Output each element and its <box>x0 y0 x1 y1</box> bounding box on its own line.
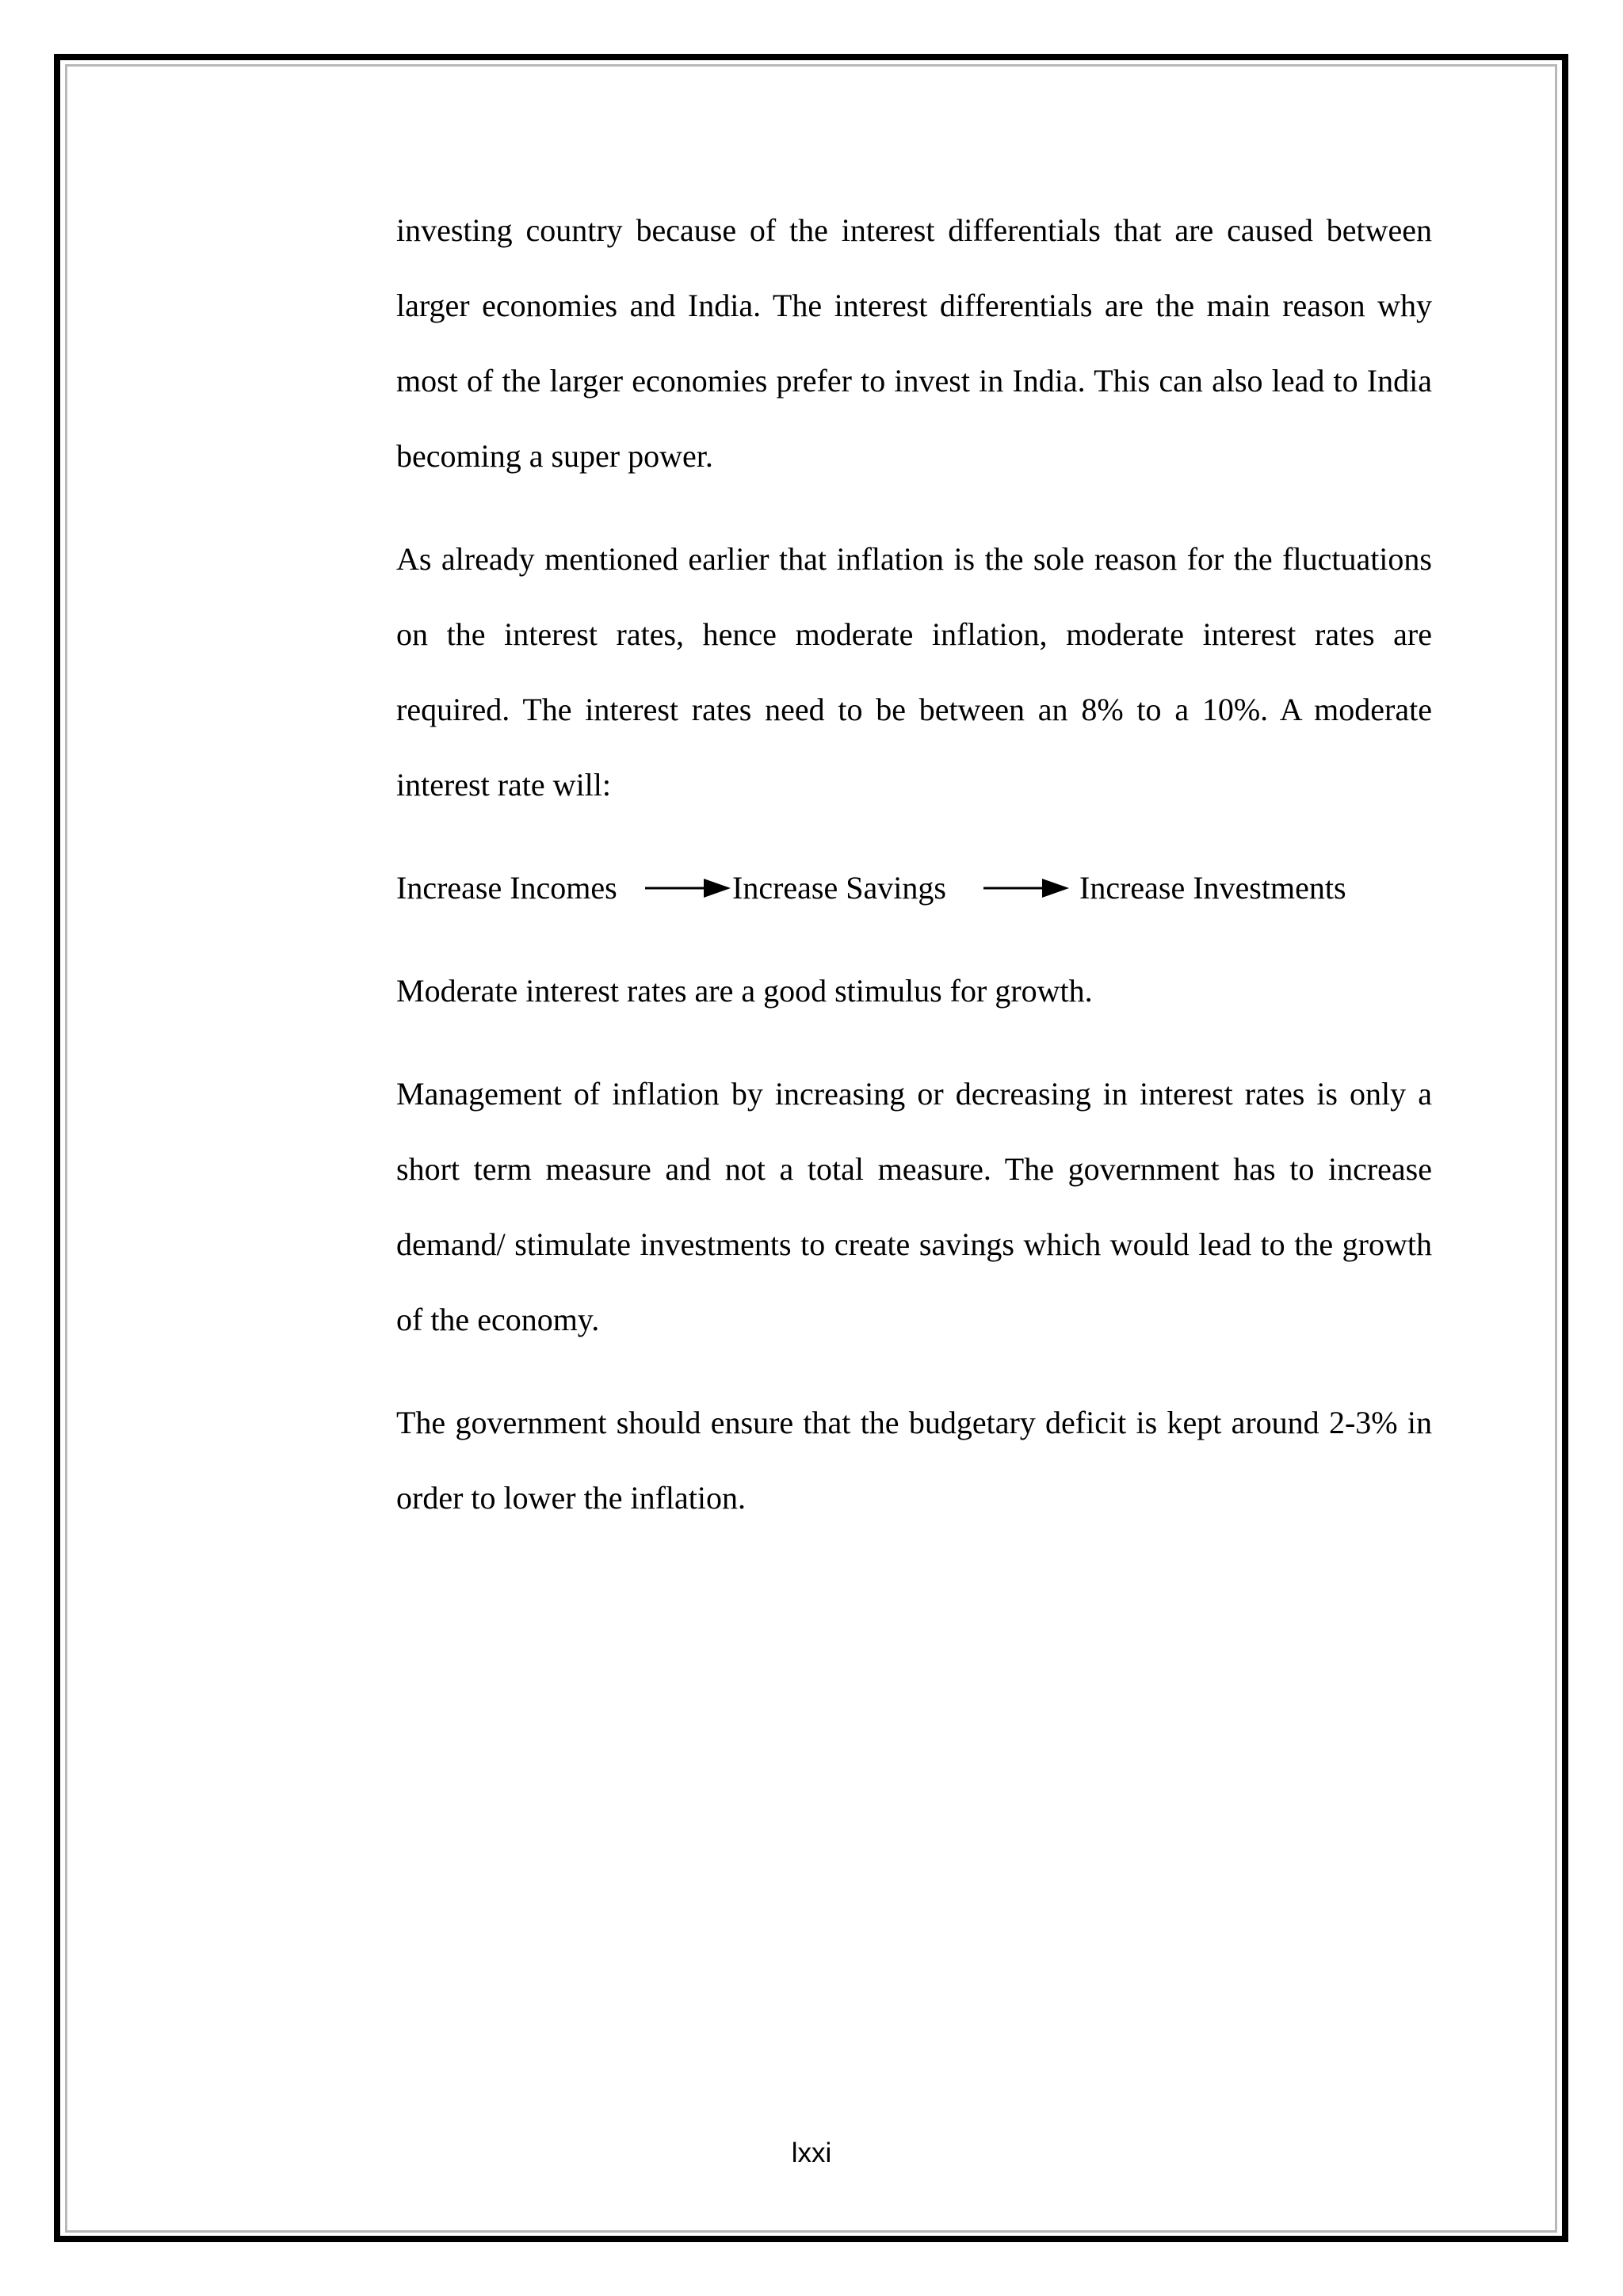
flow-step-savings: Increase Savings <box>732 870 946 906</box>
paragraph: As already mentioned earlier that inflation is the sole reason for the fluctuations on the interest rates, hence moderate inflation, moderate interest rates are required. The interest rates need to be between an 8% to a 10%. A moderate interest rate will: <box>396 541 1432 803</box>
page-number: lxxi <box>791 2138 832 2168</box>
arrow-right-icon <box>645 879 731 898</box>
arrow-right-icon <box>983 879 1069 898</box>
flow-step-incomes: Increase Incomes <box>396 870 617 906</box>
flow-step-investments: Increase Investments <box>1079 870 1346 906</box>
paragraph: Management of inflation by increasing or decreasing in interest rates is only a short term measure and not a total measure. The government has to increase demand/ stimulate investments to create savings which would lead to the growth of the economy. <box>396 1076 1432 1337</box>
page-body <box>396 193 1432 1535</box>
flow-diagram <box>396 850 1432 925</box>
paragraph: Moderate interest rates are a good stimulus for growth. <box>396 973 1093 1009</box>
paragraph: investing country because of the interest differentials that are caused between larger economies and India. The interest differentials are the main reason why most of the larger economies prefer to invest in India. This can also lead to India becoming a super power. <box>396 212 1432 474</box>
paragraph: The government should ensure that the budgetary deficit is kept around 2-3% in order to lower the inflation. <box>396 1405 1432 1516</box>
